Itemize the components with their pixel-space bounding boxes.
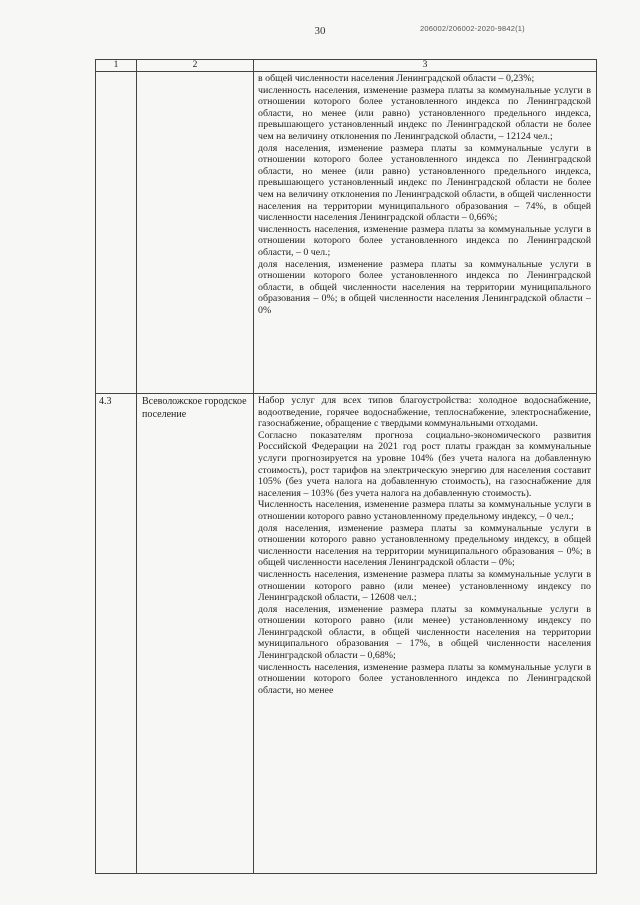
document-code: 206002/206002-2020-9842(1) — [420, 24, 525, 33]
municipality-name — [137, 72, 254, 394]
paragraph: доля населения, изменение размера платы за коммунальные услуги в отношении которого равно (или менее) установленному индексу по Ленинградской области, в общей численности населения на территории муниципального образования – 17%, в общей численности населения Ленинградской области – 0,68%; — [258, 603, 591, 662]
document-table — [95, 59, 597, 874]
row-text — [254, 394, 597, 874]
row-number: 4.3 — [96, 394, 137, 874]
table-row — [96, 394, 597, 874]
table-row — [96, 72, 597, 394]
paragraph: доля населения, изменение размера платы за коммунальные услуги в отношении которого более установленного индекса по Ленинградской области, но менее (или равно) установленного предельного индекса, превышающего установленный индекс по Ленинградской области не более чем на величину отклонения по Ленинградской области, в общей численности населения на территории муниципального образования – 74%, в общей численности населения Ленинградской области – 0,66%; — [258, 142, 591, 224]
row-number — [96, 72, 137, 394]
paragraph: доля населения, изменение размера платы за коммунальные услуги в отношении которого более установленного индекса по Ленинградской области, в общей численности населения на территории муниципального образования – 0%; в общей численности населения Ленинградской области – 0% — [258, 258, 591, 316]
paragraph: доля населения, изменение размера платы за коммунальные услуги в отношении которого равно установленному предельному индексу, в общей численности населения на территории муниципального образования – 0%; в общей численности населения Ленинградской области – 0%; — [258, 522, 591, 569]
column-header-row — [96, 60, 597, 72]
paragraph: Численность населения, изменение размера платы за коммунальные услуги в отношении которого равно установленному предельному индексу, – 0 чел.; — [258, 499, 591, 522]
paragraph: численность населения, изменение размера платы за коммунальные услуги в отношении которого более установленного индекса по Ленинградской области, но менее (или равно) установленного предельного индекса, превышающего установленный индекс по Ленинградской области не более чем на величину отклонения по Ленинградской области, – 12124 чел.; — [258, 84, 591, 142]
paragraph: Согласно показателям прогноза социально-экономического развития Российской Федерации на 2021 год рост платы граждан за коммунальные услуги прогнозируется на уровне 104% (без учета налога на добавленную стоимость), рост тарифов на электрическую энергию для населения составит 105% (без учета налога на добавленную стоимость), на газоснабжение для населения – 103% (без учета налога на добавленную стоимость). — [258, 429, 591, 499]
column-header-3: 3 — [254, 60, 597, 72]
paragraph: Набор услуг для всех типов благоустройства: холодное водоснабжение, водоотведение, горячее водоснабжение, теплоснабжение, электроснабжение, газоснабжение, обращение с твердыми коммунальными отходами. — [258, 395, 591, 430]
paragraph: численность населения, изменение размера платы за коммунальные услуги в отношении которого более установленного индекса по Ленинградской области, но менее — [258, 661, 591, 696]
municipality-name: Всеволожское городское поселение — [137, 394, 254, 874]
paragraph: в общей численности населения Ленинградской области – 0,23%; — [258, 73, 535, 84]
paragraph: численность населения, изменение размера платы за коммунальные услуги в отношении которого более установленного индекса по Ленинградской области, – 0 чел.; — [258, 223, 591, 258]
column-header-2: 2 — [137, 60, 254, 72]
paragraph: численность населения, изменение размера платы за коммунальные услуги в отношении которого равно (или менее) установленному индексу по Ленинградской области, – 12608 чел.; — [258, 568, 591, 604]
page-number: 30 — [314, 25, 326, 37]
row-text — [254, 72, 597, 394]
column-header-1: 1 — [96, 60, 137, 72]
